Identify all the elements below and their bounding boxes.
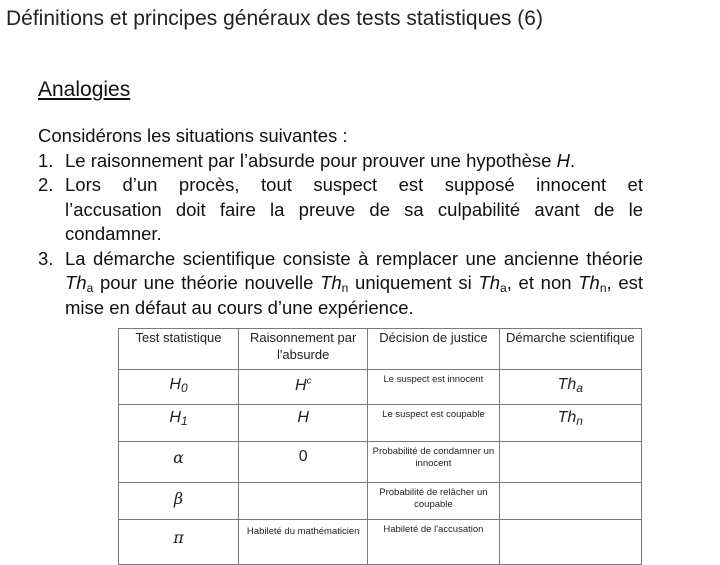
- table-row: [119, 442, 642, 483]
- slide-subtitle: Analogies: [38, 78, 131, 101]
- table-cell: Probabilité de condamner un innocent: [368, 442, 499, 483]
- table-cell: 0: [239, 442, 368, 483]
- table-cell: $Th_a$: [499, 370, 641, 405]
- list-item-text: Lors d’un procès, tout suspect est supposé innocent et l’accusation doit faire la preuve de sa culpabilité avant de le condamner.: [65, 174, 643, 244]
- table-cell: Le suspect est coupable: [368, 405, 499, 442]
- table-cell: H: [239, 405, 368, 442]
- table-cell: Le suspect est innocent: [368, 370, 499, 405]
- list-item-number: 3.: [38, 247, 54, 269]
- table-row: [119, 483, 642, 520]
- list-item-number: 2.: [38, 174, 54, 195]
- list-item-3: [38, 247, 643, 321]
- table-row: [119, 405, 642, 442]
- table-cell: $H_0$: [119, 370, 239, 405]
- analogies-table: [118, 328, 642, 565]
- list-item-2: [38, 173, 643, 247]
- header-test-statistique: Test statistique: [119, 329, 239, 370]
- list-item-text: Le raisonnement par l’absurde pour prouver une hypothèse H.: [65, 149, 576, 171]
- table-cell: [499, 483, 641, 520]
- table-cell: Habileté de l'accusation: [368, 520, 499, 565]
- table-cell: [239, 483, 368, 520]
- list-item-number: 1.: [38, 149, 54, 171]
- table-cell: Probabilité de relâcher un coupable: [368, 483, 499, 520]
- table-cell: α: [119, 442, 239, 483]
- header-demarche-scientifique: Démarche scientifique: [499, 329, 641, 370]
- header-decision-justice: Décision de justice: [368, 329, 499, 370]
- table-cell: [499, 442, 641, 483]
- header-raisonnement: Raisonnement par l'absurde: [239, 329, 368, 370]
- list-item-text: La démarche scientifique consiste à remplacer une ancienne théorie $Th_a$ pour une théorie nouvelle $Th_n$ uniquement si $Th_a$, et non $Th_n$, est mise en défaut au cours d’une expérience.: [65, 247, 644, 318]
- table-cell: β: [119, 483, 239, 520]
- list-item-1: [38, 149, 643, 174]
- table-row: [119, 370, 642, 405]
- slide-title: Définitions et principes généraux des tests statistiques (6): [6, 7, 543, 30]
- table-cell: π: [119, 520, 239, 565]
- table-row: [119, 520, 642, 565]
- table-cell: Habileté du mathématicien: [239, 520, 368, 565]
- table-cell: $Th_n$: [499, 405, 641, 442]
- table-cell: [499, 520, 641, 565]
- table-header-row: [119, 329, 642, 370]
- table-cell: $H_1$: [119, 405, 239, 442]
- slide-body: [38, 124, 643, 320]
- table-cell: $H^c$: [239, 370, 368, 405]
- intro-text: Considérons les situations suivantes :: [38, 125, 348, 146]
